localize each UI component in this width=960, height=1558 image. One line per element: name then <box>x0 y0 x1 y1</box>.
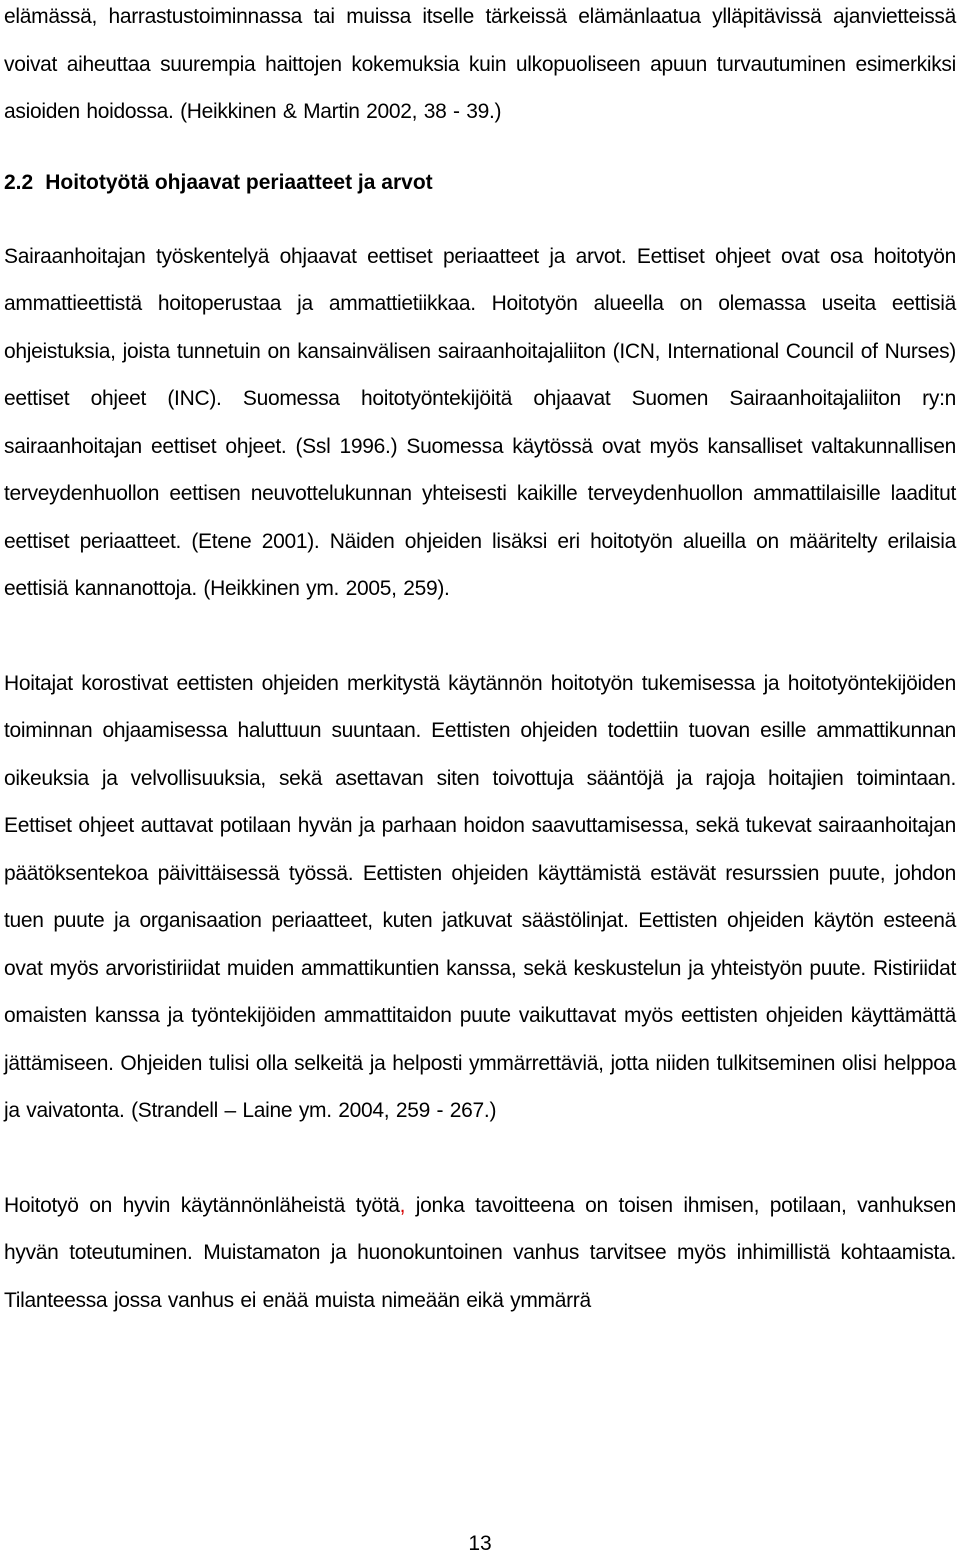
section-heading <box>4 169 956 197</box>
paragraph-nursing-work <box>4 1182 956 1325</box>
paragraph-spacer <box>4 1135 956 1182</box>
paragraph-ethics-principles: Sairaanhoitajan työskentelyä ohjaavat eettiset periaatteet ja arvot. Eettiset ohjeet ovat osa hoitotyön ammattieettistä hoitoperustaa ja ammattietiikkaa. Hoitotyön alueella on olemassa useita eettisiä ohjeistuksia, joista tunnetuin on kansainvälisen sairaanhoitajaliiton (ICN, International Council of Nurses) eettiset ohjeet (INC). Suomessa hoitotyöntekijöitä ohjaavat Suomen Sairaanhoitajaliiton ry:n sairaanhoitajan eettiset ohjeet. (Ssl 1996.) Suomessa käytössä ovat myös kansalliset valtakunnallisen terveydenhuollon eettisen neuvottelukunnan yhteisesti kaikille terveydenhuollon ammattilaisille laaditut eettiset periaatteet. (Etene 2001). Näiden ohjeiden lisäksi eri hoitotyön alueilla on määritelty erilaisia eettisiä kannanottoja. (Heikkinen ym. 2005, 259). <box>4 244 956 600</box>
intro-paragraph: elämässä, harrastustoiminnassa tai muissa itselle tärkeissä elämänlaatua ylläpitävissä ajanvietteissä voivat aiheuttaa suurempia haittojen kokemuksia kuin ulkopuoliseen apuun turvautuminen esimerkiksi asioiden hoidossa. (Heikkinen & Martin 2002, 38 - 39.) <box>4 5 956 123</box>
document-page <box>4 0 956 1324</box>
paragraph-nursing-work-start: Hoitotyö on hyvin käytännönläheistä työtä <box>4 1193 400 1217</box>
paragraph-spacer <box>4 613 956 660</box>
highlighted-comma: , <box>399 1193 406 1217</box>
section-number: 2.2 <box>4 170 34 194</box>
paragraph-ethics-guidelines: Hoitajat korostivat eettisten ohjeiden merkitystä käytännön hoitotyön tukemisessa ja hoitotyöntekijöiden toiminnan ohjaamisessa haluttuun suuntaan. Eettisten ohjeiden todettiin tuovan esille ammattikunnan oikeuksia ja velvollisuuksia, sekä asettavan siten toivottuja sääntöjä ja rajoja hoitajien toimintaan. Eettiset ohjeet auttavat potilaan hyvän ja parhaan hoidon saavuttamisessa, sekä tukevat sairaanhoitajan päätöksentekoa päivittäisessä työssä. Eettisten ohjeiden käyttämistä estävät resurssien puute, johdon tuen puute ja organisaation periaatteet, kuten jatkuvat säästölinjat. Eettisten ohjeiden käytön esteenä ovat myös arvoristiriidat muiden ammattikuntien kanssa, sekä keskustelun ja yhteistyön puute. Ristiriidat omaisten kanssa ja työntekijöiden ammattitaidon puute vaikuttavat myös eettisten ohjeiden käyttämättä jättämiseen. Ohjeiden tulisi olla selkeitä ja helposti ymmärrettäviä, jotta niiden tulkitseminen olisi helppoa ja vaivatonta. (Strandell – Laine ym. 2004, 259 - 267.) <box>4 671 956 1122</box>
section-title: Hoitotyötä ohjaavat periaatteet ja arvot <box>45 170 433 194</box>
paragraph-nursing-work-rest: jonka tavoitteena on toisen ihmisen, potilaan, vanhuksen hyvän toteutuminen. Muistamaton ja huonokuntoinen vanhus tarvitsee myös inhimillistä kohtaamista. Tilanteessa jossa vanhus ei enää muista nimeään eikä ymmärrä <box>4 1193 956 1312</box>
page-number: 13 <box>468 1532 492 1555</box>
